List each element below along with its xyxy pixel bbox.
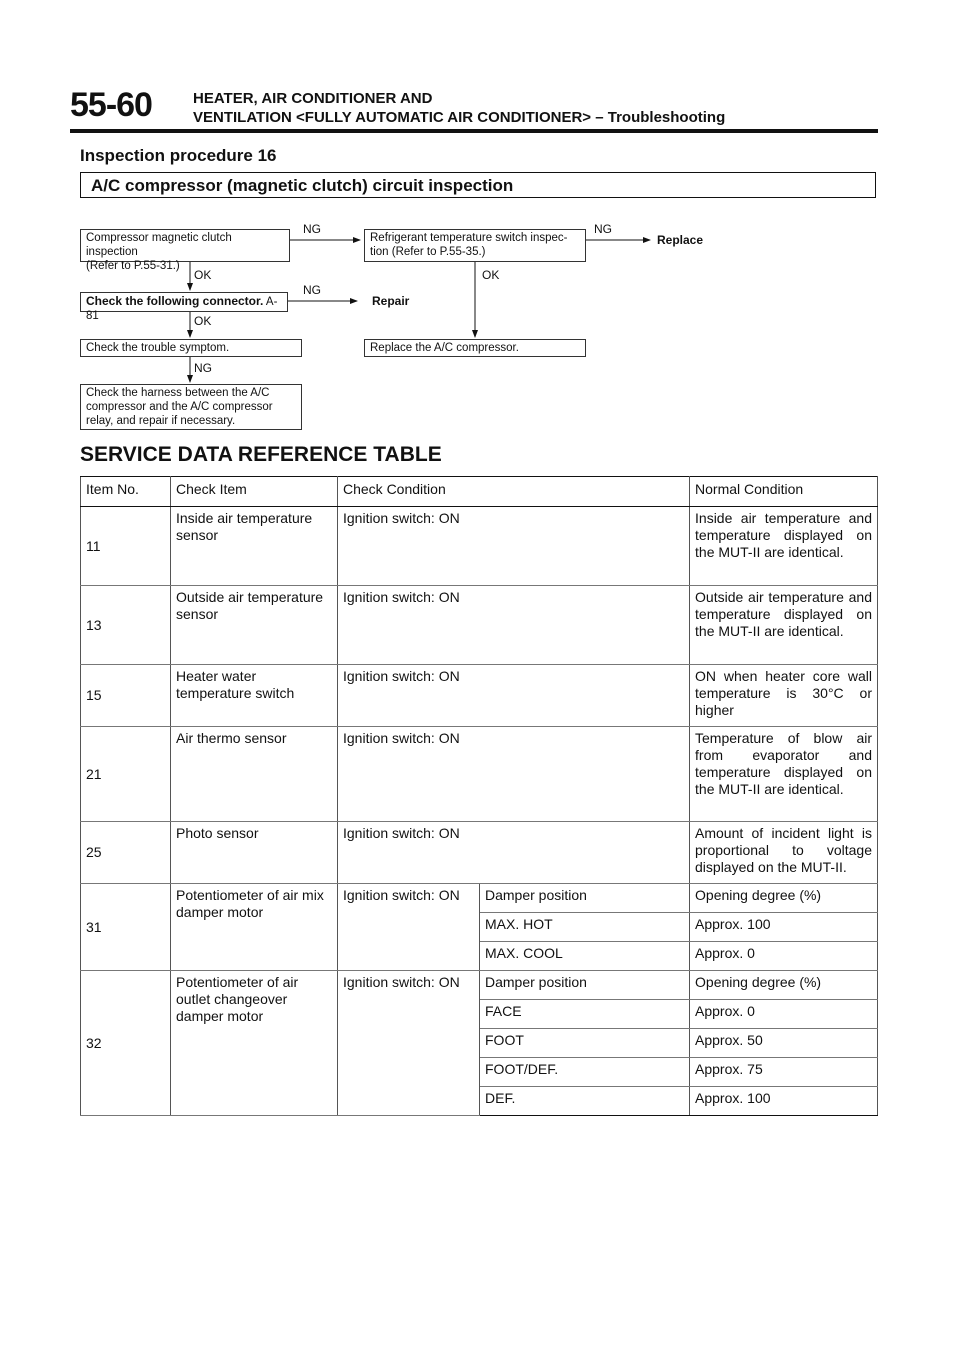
check-item: Potentiometer of air mix damper motor [171, 884, 338, 971]
flow-label-ng: NG [594, 222, 612, 236]
opening-degree: Approx. 75 [690, 1058, 878, 1087]
damper-position: Damper position [480, 884, 690, 913]
flow-label-ok: OK [194, 314, 212, 328]
item-no: 13 [81, 586, 171, 665]
item-no: 11 [81, 507, 171, 586]
flow-box-text: Check the harness between the A/C [86, 387, 270, 399]
flow-box-text: Compressor magnetic clutch inspection [86, 232, 232, 258]
opening-degree: Approx. 0 [690, 1000, 878, 1029]
connector-code: A-81 [86, 296, 278, 322]
section-title-line1: HEATER, AIR CONDITIONER AND [193, 90, 433, 107]
damper-position: MAX. HOT [480, 913, 690, 942]
damper-position: FOOT [480, 1029, 690, 1058]
item-no: 15 [81, 665, 171, 727]
flow-box-refrigerant-switch [364, 229, 586, 262]
flow-box-trouble-symptom [80, 339, 302, 357]
check-item: Outside air temperature sensor [171, 586, 338, 665]
flow-label-ok: OK [194, 268, 212, 282]
flow-result-repair: Repair [372, 294, 410, 308]
check-item: Potentiometer of air outlet changeover damper motor [171, 971, 338, 1116]
flow-result-replace: Replace [657, 233, 704, 247]
flow-box-magnetic-clutch [80, 229, 290, 272]
section-title-line2: VENTILATION <FULLY AUTOMATIC AIR CONDITIONER> – Troubleshooting [193, 109, 726, 126]
check-condition: Ignition switch: ON [338, 822, 690, 884]
table-row [81, 822, 878, 884]
check-condition: Ignition switch: ON [338, 884, 480, 971]
service-table-title: SERVICE DATA REFERENCE TABLE [80, 443, 442, 466]
damper-position: Damper position [480, 971, 690, 1000]
item-no: 25 [81, 822, 171, 884]
header-check-condition: Check Condition [338, 477, 690, 507]
flow-label-ng: NG [303, 222, 321, 236]
flow-box-text: Check the following connector. [86, 294, 264, 308]
normal-condition: Inside air temperature and temperature displayed on the MUT-II are identical. [690, 507, 878, 586]
flow-box-text: Replace the A/C compressor. [370, 342, 519, 354]
normal-condition: Temperature of blow air from evaporator and temperature displayed on the MUT-II are identical. [690, 727, 878, 822]
damper-position: FACE [480, 1000, 690, 1029]
procedure-box-title: A/C compressor (magnetic clutch) circuit inspection [91, 176, 514, 195]
service-data-table [80, 476, 877, 1116]
check-item: Photo sensor [171, 822, 338, 884]
table-row [81, 665, 878, 727]
check-condition: Ignition switch: ON [338, 586, 690, 665]
table-row [81, 884, 878, 913]
header-check-item: Check Item [171, 477, 338, 507]
normal-condition: ON when heater core wall temperature is 30°C or higher [690, 665, 878, 727]
page-number: 55-60 [70, 86, 152, 124]
check-condition: Ignition switch: ON [338, 665, 690, 727]
item-no: 32 [81, 971, 171, 1116]
flow-label-ng: NG [303, 283, 321, 297]
opening-degree: Opening degree (%) [690, 971, 878, 1000]
check-condition: Ignition switch: ON [338, 727, 690, 822]
flowchart-arrows [0, 0, 960, 440]
flow-box-harness [80, 384, 302, 430]
normal-condition: Amount of incident light is proportional to voltage displayed on the MUT-II. [690, 822, 878, 884]
flow-box-text: compressor and the A/C compressor [86, 401, 273, 413]
item-no: 31 [81, 884, 171, 971]
normal-condition: Outside air temperature and temperature displayed on the MUT-II are identical. [690, 586, 878, 665]
item-no: 21 [81, 727, 171, 822]
table-row [81, 971, 878, 1000]
opening-degree: Approx. 100 [690, 913, 878, 942]
damper-position: MAX. COOL [480, 942, 690, 971]
opening-degree: Approx. 0 [690, 942, 878, 971]
flow-label-ng: NG [194, 361, 212, 375]
table-row [81, 586, 878, 665]
flow-box-text: Check the trouble symptom. [86, 342, 230, 354]
flow-box-text: (Refer to P.55-31.) [86, 260, 180, 272]
check-item: Heater water temperature switch [171, 665, 338, 727]
check-item: Air thermo sensor [171, 727, 338, 822]
header-item-no: Item No. [81, 477, 171, 507]
table-header-row [81, 477, 878, 507]
damper-position: FOOT/DEF. [480, 1058, 690, 1087]
flow-box-text: tion (Refer to P.55-35.) [370, 246, 486, 258]
table-row [81, 507, 878, 586]
procedure-title: Inspection procedure 16 [80, 146, 277, 165]
flow-label-ok: OK [482, 268, 500, 282]
opening-degree: Approx. 50 [690, 1029, 878, 1058]
check-item: Inside air temperature sensor [171, 507, 338, 586]
flow-box-text: relay, and repair if necessary. [86, 415, 236, 427]
table-row [81, 727, 878, 822]
damper-position: DEF. [480, 1087, 690, 1116]
flow-box-text: Refrigerant temperature switch inspec- [370, 232, 568, 244]
opening-degree: Opening degree (%) [690, 884, 878, 913]
check-condition: Ignition switch: ON [338, 971, 480, 1116]
header-normal-condition: Normal Condition [690, 477, 878, 507]
opening-degree: Approx. 100 [690, 1087, 878, 1116]
flow-box-replace-compressor [364, 339, 586, 357]
check-condition: Ignition switch: ON [338, 507, 690, 586]
